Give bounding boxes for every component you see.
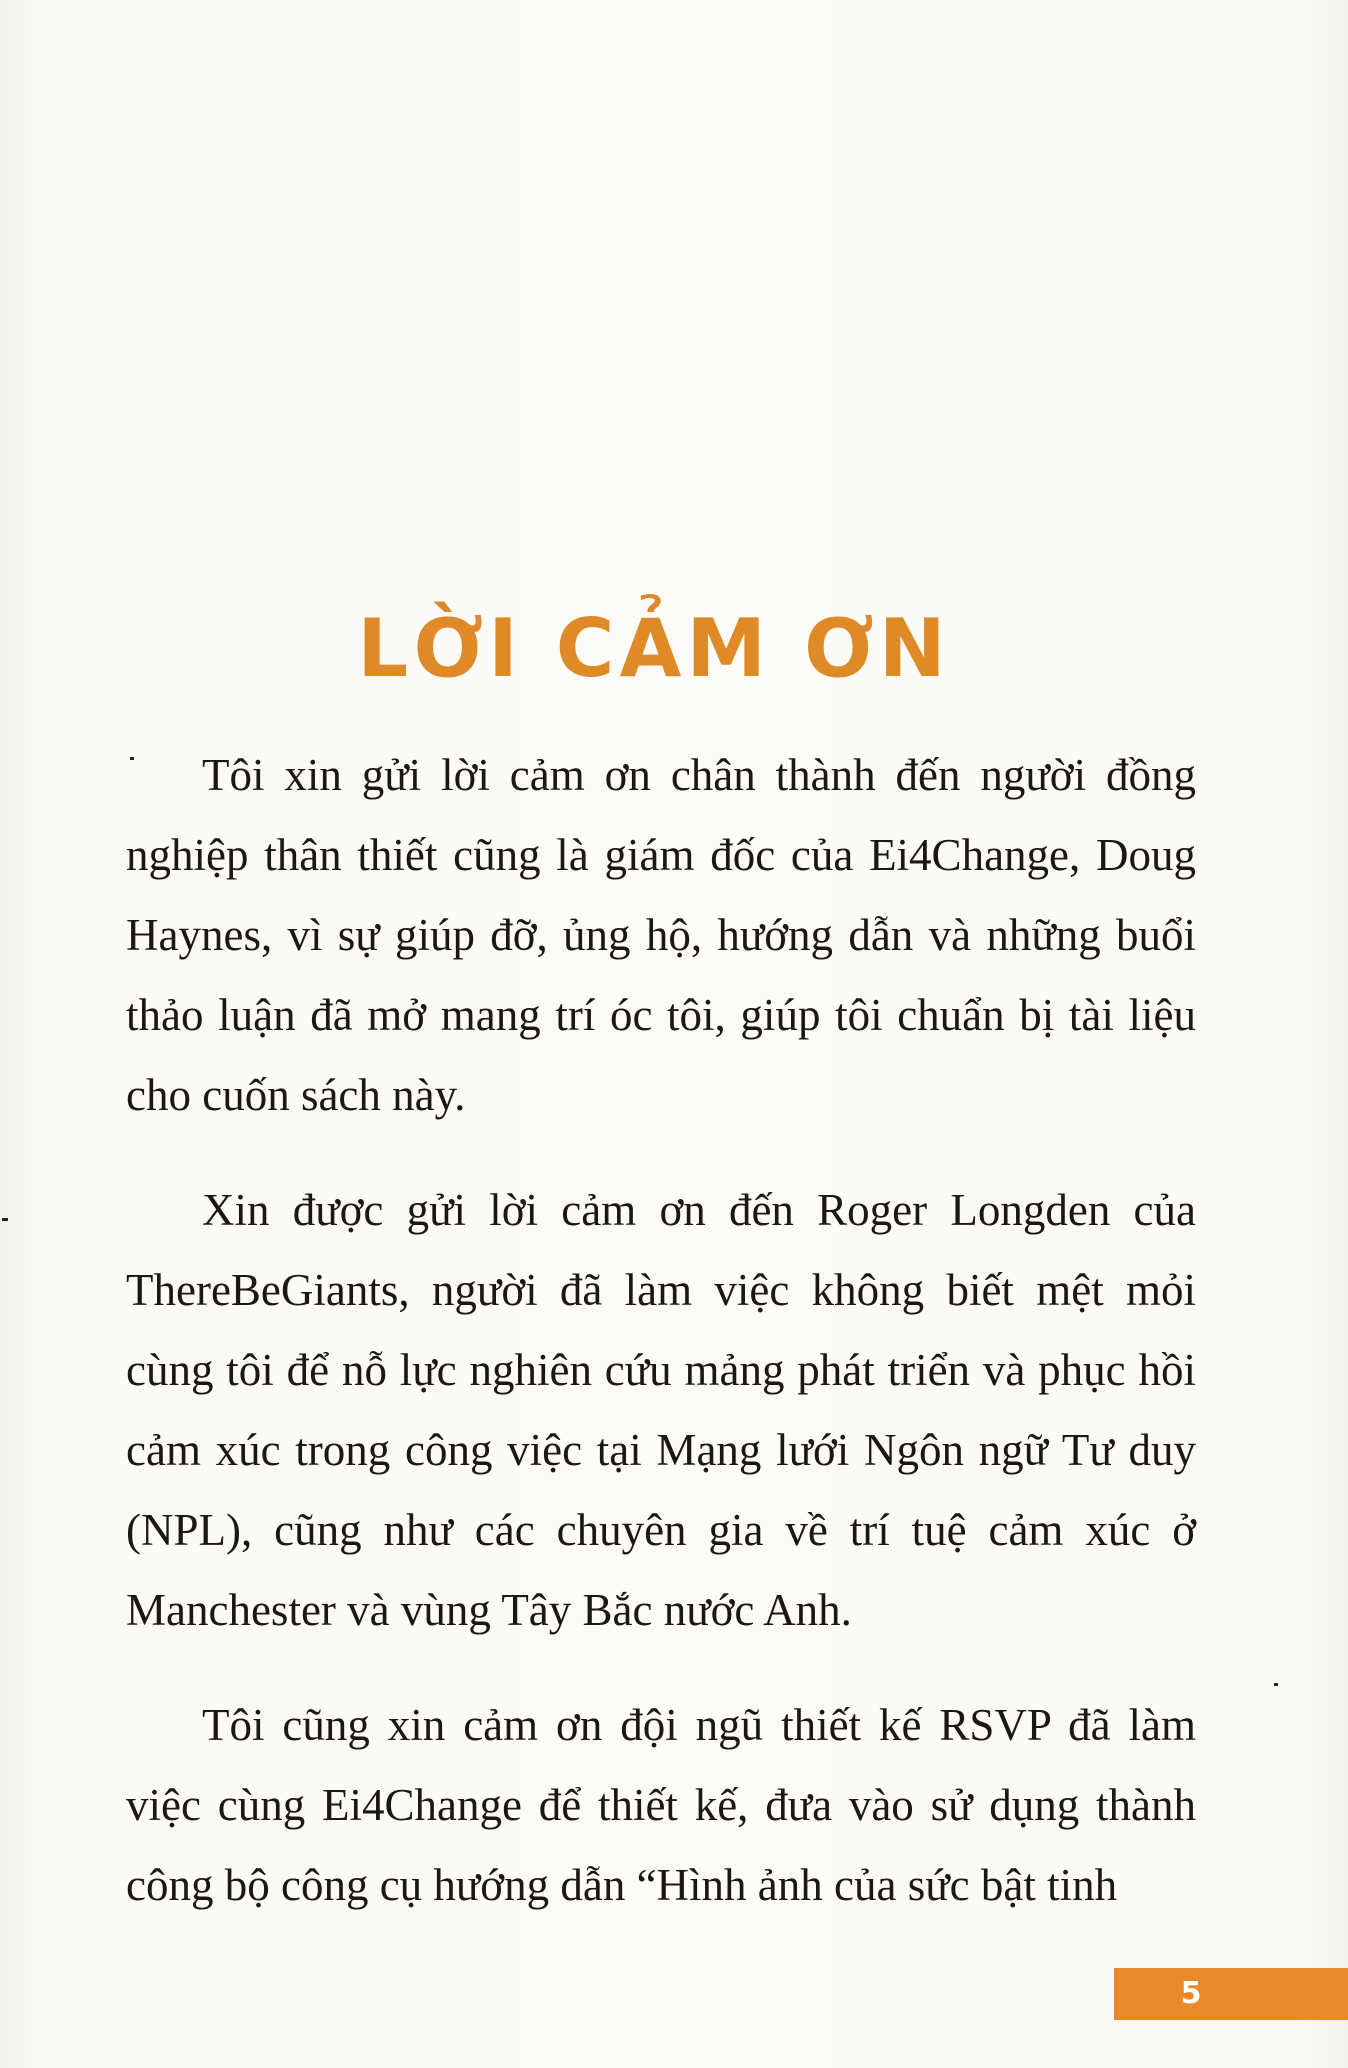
print-speck (2, 1218, 8, 1221)
paragraph-3: Tôi cũng xin cảm ơn đội ngũ thiết kế RSVP đã làm việc cùng Ei4Change để thiết kế, đưa vào sử dụng thành công bộ công cụ hướng dẫn “Hình ảnh của sức bật tinh (126, 1700, 1196, 1910)
paragraph-2: Xin được gửi lời cảm ơn đến Roger Longden của ThereBeGiants, người đã làm việc không biết mệt mỏi cùng tôi để nỗ lực nghiên cứu mảng phát triển và phục hồi cảm xúc trong công việc tại Mạng lưới Ngôn ngữ Tư duy (NPL), cũng như các chuyên gia về trí tuệ cảm xúc ở Manchester và vùng Tây Bắc nước Anh. (126, 1185, 1196, 1635)
print-speck (1274, 1683, 1278, 1686)
body-text (126, 735, 1196, 1960)
paragraph-1: Tôi xin gửi lời cảm ơn chân thành đến người đồng nghiệp thân thiết cũng là giám đốc của Ei4Change, Doug Haynes, vì sự giúp đỡ, ủng hộ, hướng dẫn và những buổi thảo luận đã mở mang trí óc tôi, giúp tôi chuẩn bị tài liệu cho cuốn sách này. (126, 750, 1196, 1120)
page-number-tab (1114, 1968, 1348, 2020)
print-speck (130, 757, 134, 760)
page-number: 5 (1180, 1976, 1202, 2011)
page-title: LỜI CẢM ƠN (357, 601, 951, 695)
